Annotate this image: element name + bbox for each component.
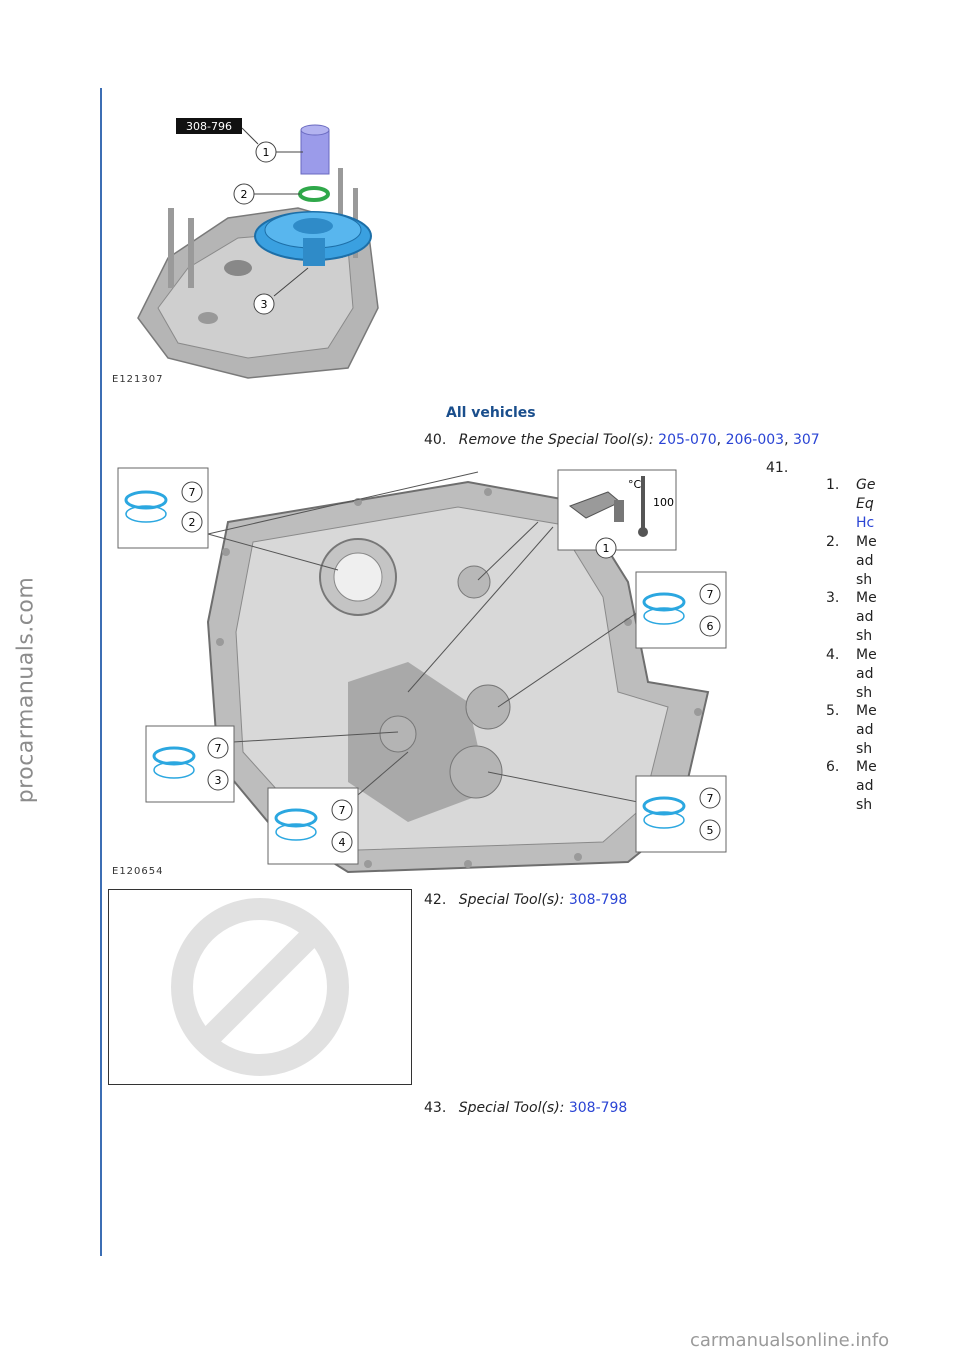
substep-line: ad [856, 553, 874, 569]
callout-7: 7 [706, 792, 714, 805]
tool-link-206-003[interactable]: 206-003 [725, 432, 785, 448]
figure-id: E120654 [112, 866, 164, 877]
substep-line: sh [856, 685, 873, 701]
substep-number: 6. [826, 759, 840, 775]
tool-link-307[interactable]: 307 [792, 432, 820, 448]
substep-5 [826, 702, 886, 762]
side-watermark-text: procarmanuals.com [13, 576, 39, 804]
substep-line: ad [856, 609, 874, 625]
substep-line: sh [856, 797, 873, 813]
step-text: Remove the Special Tool(s): [458, 432, 654, 448]
step-40 [424, 432, 892, 454]
substep-line: ad [856, 778, 874, 794]
callout-1: 1 [262, 146, 270, 159]
step-43 [424, 1100, 627, 1116]
section-heading: All vehicles [446, 405, 536, 421]
separator: , [716, 432, 726, 448]
substep-line: sh [856, 572, 873, 588]
callout-1: 1 [602, 542, 610, 555]
callout-2: 2 [240, 188, 248, 201]
substep-line: Me [856, 703, 877, 719]
tool-link-205-070[interactable]: 205-070 [658, 432, 717, 448]
callout-4: 4 [338, 836, 346, 849]
callout-5: 5 [706, 824, 714, 837]
substep-1 [826, 476, 886, 536]
substep-line: Ge [856, 477, 876, 493]
substep-2 [826, 533, 886, 593]
substep-number: 5. [826, 703, 840, 719]
callout-3: 3 [260, 298, 268, 311]
bottom-watermark: carmanualsonline.info [690, 1330, 890, 1351]
substep-number: 1. [826, 477, 840, 493]
figure-differential-assembly [108, 108, 408, 388]
callout-2: 2 [188, 516, 196, 529]
step-text: Special Tool(s): [458, 892, 565, 908]
step-number: 40. [424, 432, 447, 448]
image-placeholder-step-42 [108, 889, 412, 1085]
substep-line: ad [856, 666, 874, 682]
substep-4 [826, 646, 886, 706]
substep-line: ad [856, 722, 874, 738]
callout-6: 6 [706, 620, 714, 633]
step-number: 42. [424, 892, 447, 908]
callout-7: 7 [706, 588, 714, 601]
substep-link[interactable]: Hc [856, 515, 875, 531]
separator: , [784, 432, 793, 448]
substep-number: 2. [826, 534, 840, 550]
substep-line: Me [856, 534, 877, 550]
substep-6 [826, 758, 886, 818]
tool-link-308-798[interactable]: 308-798 [568, 892, 628, 908]
step-text: Special Tool(s): [458, 1100, 565, 1116]
callout-7: 7 [338, 804, 346, 817]
tool-tag-label: 308-796 [186, 120, 232, 133]
substep-3 [826, 589, 886, 649]
step-42 [424, 892, 627, 908]
substep-line: Me [856, 590, 877, 606]
callout-7: 7 [214, 742, 222, 755]
temperature-value: 100 [653, 496, 674, 509]
substep-line: Me [856, 647, 877, 663]
left-margin-rule [100, 88, 102, 1256]
step-number: 43. [424, 1100, 447, 1116]
substep-number: 4. [826, 647, 840, 663]
tool-link-308-798[interactable]: 308-798 [568, 1100, 628, 1116]
substep-line: sh [856, 741, 873, 757]
substep-number: 3. [826, 590, 840, 606]
figure-transfer-housing [108, 462, 748, 882]
substep-line: Eq [856, 496, 874, 512]
callout-3: 3 [214, 774, 222, 787]
step-41-number: 41. [766, 460, 789, 476]
substep-line: Me [856, 759, 877, 775]
side-watermark [6, 560, 46, 820]
temperature-unit: °C [628, 478, 642, 491]
callout-7: 7 [188, 486, 196, 499]
figure-id: E121307 [112, 374, 164, 385]
substep-line: sh [856, 628, 873, 644]
